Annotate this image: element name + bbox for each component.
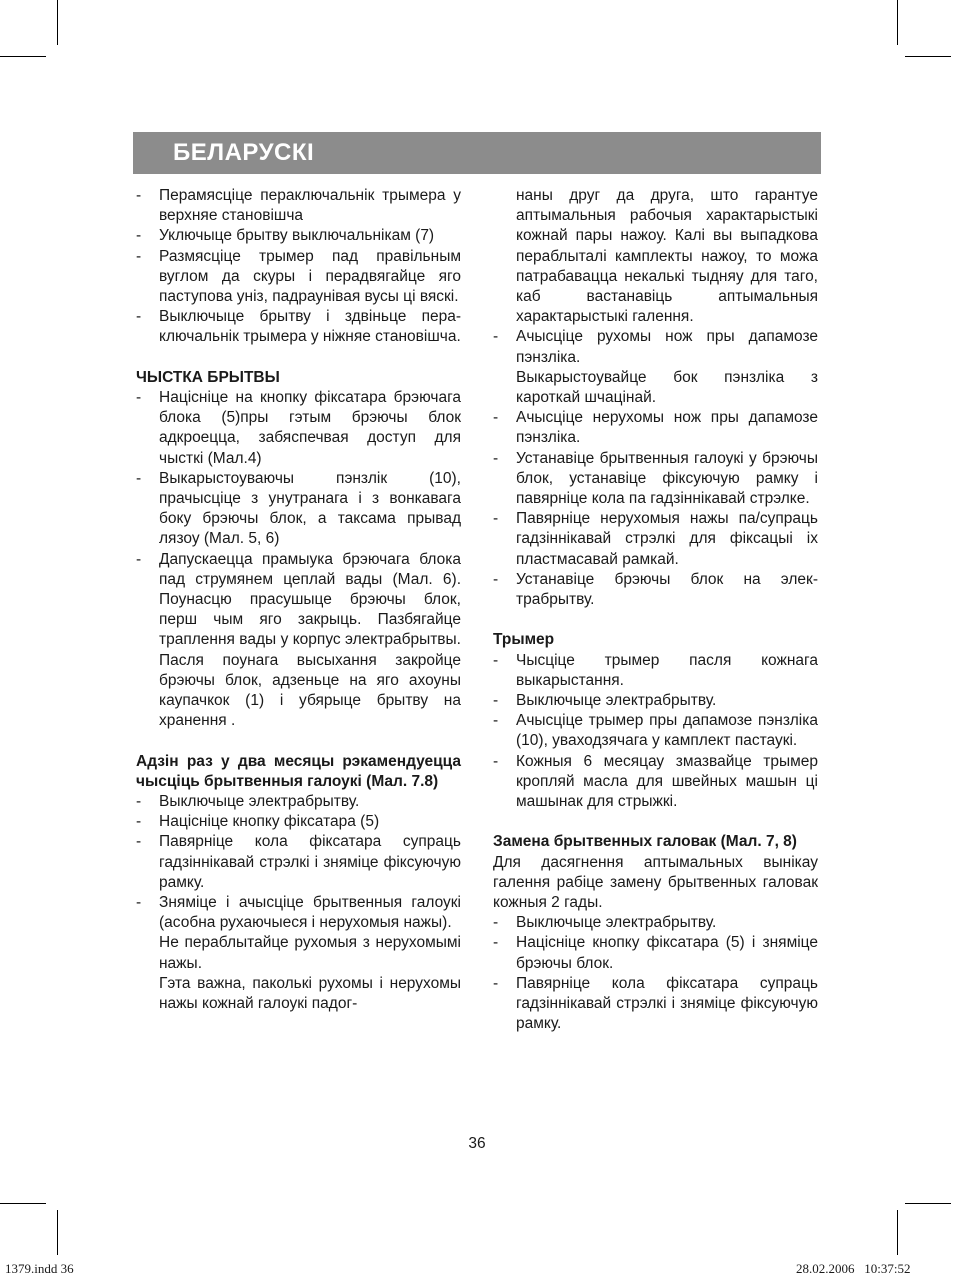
crop-mark <box>57 0 58 45</box>
list-item <box>136 893 461 933</box>
crop-mark <box>905 56 951 57</box>
list-item <box>136 469 461 550</box>
list-item-text: Перамясціце пераключальнік трымера у верхняе становішча <box>159 187 461 225</box>
list-marker: - <box>136 833 142 851</box>
list-marker: - <box>493 934 499 952</box>
list-item-text: Ачысціце рухомы нож пры дапамозе пэнзліка. <box>516 328 818 366</box>
list-item <box>136 550 461 732</box>
left-column <box>136 186 461 1014</box>
crop-mark <box>0 1203 46 1204</box>
list-item <box>493 408 818 448</box>
list-item-text: Націсніце кнопку фіксатара (5) <box>159 813 380 831</box>
list-item-continuation: Не пераблытайце рухомыя з нерухомымі нажы. <box>159 934 461 972</box>
list-marker: - <box>136 187 142 204</box>
list-item <box>493 327 818 367</box>
list-item-continuation: Выкарыстоувайце бок пэнзліка з кароткай шчацінай. <box>516 368 818 407</box>
list-item-text: Павярніце кола фіксатара супраць гадзіннікавай стрэлкі і зняміце фіксуючую рамку. <box>516 974 818 1033</box>
section-heading-cleaning: ЧЫСТКА БРЫТВЫ <box>136 368 280 386</box>
list-item-text: Дапускаецца прамыука брэючага блока пад струмянем цеплай вады (Мал. 6). Поунасцю прасушыце брэючы блок, перш чым яго закрыць. Пазбягайце траплення вады у корпус электрабрытвы. Пасля поунага высыхання закройце брэючы блок, адзеньце на яго ахоуны каупачкок (1) і убярыце брытву на хранення . <box>159 550 461 730</box>
list-item <box>136 388 461 469</box>
list-item <box>493 509 818 570</box>
right-column <box>493 186 818 1035</box>
list-item <box>136 247 461 308</box>
list-item-text: Выкарыстоуваючы пэнзлік (10), прачысціце з унутранага і з вонкавага боку брэючы блок, а таксама прывад лязоу (Мал. 5, 6) <box>159 469 461 548</box>
language-header-bar <box>133 132 821 174</box>
list-item <box>493 651 818 691</box>
list-marker: - <box>136 813 142 831</box>
section-heading-trimmer: Трымер <box>493 631 555 649</box>
list-item <box>493 913 818 933</box>
list-marker: - <box>493 409 499 427</box>
list-marker: - <box>493 752 499 770</box>
list-item-text: Павярніце кола фіксатара супраць гадзіннікавай стрэлкі і зняміце фіксуючую рамку. <box>159 833 461 891</box>
list-marker: - <box>493 328 499 346</box>
list-item-text: Выключыце электрабрытву. <box>516 914 717 932</box>
print-slug-date: 28.02.2006 10:37:52 <box>796 1261 911 1276</box>
list-item <box>493 691 818 711</box>
list-marker: - <box>493 914 499 932</box>
crop-mark <box>0 56 46 57</box>
list-item-text: Ачысціце трымер пры дапамозе пэнзліка (10), уваходзячага у камплект пастаукі. <box>516 712 818 750</box>
list-marker: - <box>136 469 142 487</box>
list-item-text: Выключыце электрабрытву. <box>516 692 717 710</box>
section-heading-replacement: Замена брытвенных галовак (Мал. 7, 8) <box>493 833 797 851</box>
list-marker: - <box>136 389 142 407</box>
paragraph: Для дасягнення аптымальных вынікау галення рабіце замену брытвенных галовак кожныя 2 гады. <box>493 853 818 912</box>
list-item <box>136 226 461 246</box>
list-item-text: Націсніце кнопку фіксатара (5) і зняміце брэючы блок. <box>516 934 818 972</box>
list-item-text: Ачысціце нерухомы нож пры дапамозе пэнзліка. <box>516 409 818 447</box>
list-item-text: Устанавіце брытвенныя галоукі у брэючы блок, устанавіце фіксуючую рамку і павярніце кола па гадзіннікавай стрэлке. <box>516 449 818 508</box>
list-item <box>136 307 461 347</box>
list-item <box>493 752 818 813</box>
list-item-text: Выключыце брытву і здвіньце пераключальнік трымера у ніжняе становішча. <box>159 308 461 346</box>
list-item <box>493 974 818 1035</box>
page-number: 36 <box>468 1135 486 1152</box>
list-item <box>493 933 818 973</box>
list-item-text: Выключыце электрабрытву. <box>159 793 360 811</box>
list-item-text: Устанавіце брэючы блок на электрабрытву. <box>516 570 818 609</box>
list-item <box>136 812 461 832</box>
crop-mark <box>897 1210 898 1255</box>
list-item-continuation: Гэта важна, паколькі рухомы і нерухомы нажы кожнай галоукі падог- <box>159 974 461 1013</box>
list-item <box>136 186 461 226</box>
list-marker: - <box>136 227 142 245</box>
crop-mark <box>57 1210 58 1255</box>
list-marker: - <box>493 510 499 528</box>
list-item-text: Уключыце брытву выключальнікам (7) <box>159 227 435 245</box>
list-marker: - <box>136 308 142 326</box>
list-item-continuation: наны друг да друга, што гарантуе аптымальныя рабочыя характарыстыкі кожнай пары нажоу. Калі вы выпадкова пераблыталі камплекты нажоу, то можа патрабавацца некалькі тыдняу для таго, каб вастанавіць аптымальныя характарыстыкі галення. <box>516 187 818 326</box>
list-marker: - <box>136 247 142 265</box>
list-marker: - <box>493 570 499 588</box>
list-item <box>493 570 818 610</box>
list-item-text: Кожныя 6 месяцау змазвайце трымер кропляй масла для швейных машын ці машынак для стрыжкі. <box>516 752 818 811</box>
section-heading-bimonthly: Адзін раз у два месяцы рэкамендуецца чысціць брытвенныя галоукі (Мал. 7.8) <box>136 752 461 790</box>
list-item <box>493 449 818 510</box>
list-item <box>493 711 818 751</box>
list-item-text: Размясціце трымер пад правільным вуглом да скуры і перадвягайце яго паступова уніз, падраунівая вусы ці вяскі. <box>159 247 461 306</box>
list-marker: - <box>493 651 499 669</box>
list-marker: - <box>136 793 142 811</box>
list-marker: - <box>493 692 499 710</box>
print-slug-file: 1379.indd 36 <box>5 1261 74 1276</box>
crop-mark <box>905 1203 951 1204</box>
list-item-text: Чысціце трымер пасля кожнага выкарыстання. <box>516 651 818 689</box>
list-item-text: Націсніце на кнопку фіксатара брэючага блока (5)пры гэтым брэючы блок адкроецца, забяспечвая доступ для чысткі (Мал.4) <box>159 389 461 467</box>
language-title: БЕЛАРУСКІ <box>173 139 315 166</box>
list-marker: - <box>136 894 142 912</box>
list-marker: - <box>493 974 499 992</box>
list-marker: - <box>136 550 142 568</box>
list-item <box>136 832 461 893</box>
crop-mark <box>897 0 898 45</box>
list-marker: - <box>493 712 499 730</box>
list-item-text: Павярніце нерухомыя нажы па/супраць гадзіннікавай стрэлкі для фіксацыі іх пластмасавай рамкай. <box>516 510 818 568</box>
list-marker: - <box>493 449 499 467</box>
list-item <box>136 792 461 812</box>
list-item-text: Зняміце і ачысціце брытвенныя галоукі (асобна рухаючыеся і нерухомыя нажы). <box>159 894 461 932</box>
